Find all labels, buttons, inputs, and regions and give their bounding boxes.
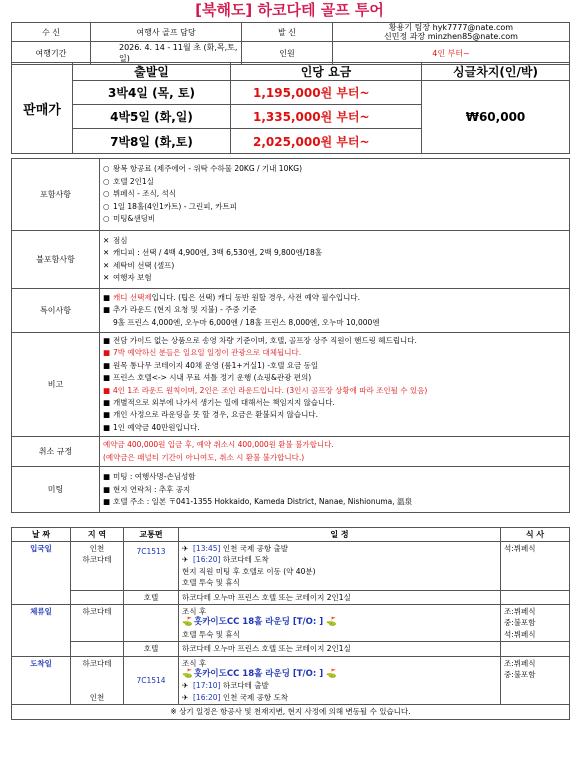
itinerary-table: [11, 527, 570, 720]
day3-date: 도착일: [12, 656, 71, 705]
itinerary-header-transport: 교통편: [124, 528, 179, 542]
x-mark-icon: ✕: [103, 235, 110, 245]
x-mark-icon: ✕: [103, 260, 110, 270]
square-bullet-icon: ■: [103, 410, 111, 420]
day3-meal: 조:뷔페식 중:불포함: [501, 656, 570, 705]
square-bullet-icon: ■: [103, 484, 111, 494]
circle-bullet-icon: ○: [103, 164, 110, 174]
square-bullet-icon: ■: [103, 292, 111, 302]
itinerary-header-meal: 식 사: [501, 528, 570, 542]
special-label: 특이사항: [12, 289, 100, 333]
day1-flight: 7C1513: [124, 542, 179, 591]
itinerary-header-schedule: 일 정: [179, 528, 501, 542]
cancel-line-2: (예약금은 패널티 기간이 아니여도, 취소 시 환불 불가합니다.): [103, 452, 305, 462]
day3-schedule: 조식 후 ⛳홋카이도CC 18홀 라운딩 [T/O: ] ⛳ ✈ [17:10] 하코다테 출발 ✈ [16:20] 인천 국제 공항 도착: [179, 656, 501, 705]
meeting-info: [100, 467, 570, 513]
airplane-icon: ✈: [182, 692, 189, 702]
list-item: ○ 뷔페식 - 조식, 석식: [103, 188, 566, 200]
circle-bullet-icon: ○: [103, 176, 110, 186]
x-mark-icon: ✕: [103, 272, 110, 282]
square-bullet-icon: ■: [103, 305, 111, 315]
list-item: ○ 미팅&샌딩비: [103, 213, 566, 225]
sender-label: 발 신: [242, 23, 333, 42]
list-item: ■ 전담 가이드 없는 상품으로 송영 차량 기준이며, 호텔, 골프장 상주 직원이 핸드링 헤드립니다.: [103, 335, 566, 347]
list-item: ✕ 세탁비 선택 (셀프): [103, 260, 566, 272]
list-item: ■ 추가 라운드 (현지 요청 및 지불) - 주중 기준: [103, 304, 566, 316]
pricing-single-charge: ₩60,000: [422, 81, 570, 154]
notes-label: 비고: [12, 333, 100, 437]
sender-line-2: 신민정 과장 minzhen85@nate.com: [384, 32, 518, 41]
list-item: ✕ 캐디피 : 선택 / 4백 4,900엔, 3백 6,530엔, 2백 9,800엔/18홀: [103, 247, 566, 259]
table-row: [12, 656, 570, 705]
day2-date: 체류일: [12, 605, 71, 657]
circle-bullet-icon: ○: [103, 214, 110, 224]
list-item: ✕ 점심: [103, 235, 566, 247]
golf-icon: ⛳: [326, 669, 337, 680]
list-item: ■ 4인 1조 라운드 원칙이며, 2인은 조인 라운드입니다. (3인시 골프장 상황에 따라 조인될 수 있음): [103, 385, 566, 397]
list-item: ■ 현지 연락처 : 추후 공지: [103, 484, 566, 496]
list-item: ○ 왕복 항공료 (제주에어 - 위탁 수하물 20KG / 기내 10KG): [103, 163, 566, 175]
square-bullet-icon: ■: [103, 472, 111, 482]
square-bullet-icon: ■: [103, 422, 111, 432]
list-item: ■ 1인 예약금 40만원입니다.: [103, 422, 566, 434]
itinerary-footnote: ※ 상기 일정은 항공사 및 천재지변, 현지 사정에 의해 변동될 수 있습니다.: [12, 705, 570, 719]
day1-schedule: ✈ [13:45] 인천 국제 공항 출발 ✈ [16:20] 하코다테 도착 현지 직원 미팅 후 호텔로 이동 (약 40분) 호텔 투숙 및 휴식: [179, 542, 501, 591]
list-item: ✕ 여행자 보험: [103, 272, 566, 284]
people-value: 4인 부터~: [333, 42, 570, 65]
itinerary-header-date: 날 짜: [12, 528, 71, 542]
day1-meal: 석:뷔페식: [501, 542, 570, 591]
pricing-departure-1: 3박4일 (목, 토): [73, 81, 231, 105]
list-item: ○ 1일 18홀(4인1카트) - 그린피, 카트피: [103, 201, 566, 213]
recipient-label: 수 신: [12, 23, 91, 42]
day2-hotel-value: 하코다테 오누마 프린스 호텔 또는 코테이지 2인1실: [179, 642, 501, 656]
airplane-icon: ✈: [182, 681, 189, 691]
pricing-table: [11, 62, 570, 154]
table-row: [12, 542, 570, 591]
list-item: ○ 호텔 2인1실: [103, 176, 566, 188]
golf-icon: ⛳: [326, 617, 337, 628]
airplane-icon: ✈: [182, 555, 189, 565]
circle-bullet-icon: ○: [103, 189, 110, 199]
pricing-price-1: 1,195,000원 부터~: [231, 81, 422, 105]
day3-region: 하코다테 인천: [71, 656, 124, 705]
pricing-label: 판매가: [12, 63, 73, 154]
pricing-header-price: 인당 요금: [231, 63, 422, 81]
details-table: [11, 158, 570, 513]
period-value: 2026. 4. 14 - 11월 초 (화,목,토,일): [91, 42, 242, 65]
list-item: ■ 개인 사정으로 라운딩을 못 할 경우, 요금은 환불되지 않습니다.: [103, 409, 566, 421]
day1-hotel-label: 호텔: [124, 590, 179, 604]
meeting-label: 미팅: [12, 467, 100, 513]
table-row: [12, 642, 570, 656]
pricing-price-2: 1,335,000원 부터~: [231, 105, 422, 129]
pricing-price-3: 2,025,000원 부터~: [231, 129, 422, 154]
square-bullet-icon: ■: [103, 373, 111, 383]
header-table: [11, 22, 570, 65]
cancel-policy: [100, 437, 570, 467]
list-item: ■ 미팅 : 여행사명-손님성함: [103, 471, 566, 483]
list-item: ■ 7박 예약하신 분들은 일요일 일정이 관광으로 대체됩니다.: [103, 347, 566, 359]
day3-flight: 7C1514: [124, 656, 179, 705]
day1-date: 입국일: [12, 542, 71, 605]
day1-region: 인천 하코다테: [71, 542, 124, 591]
period-label: 여행기간: [12, 42, 91, 65]
pricing-header-single: 싱글차지(인/박): [422, 63, 570, 81]
list-item: ■ 개별적으로 외부에 나가서 생기는 일에 대해서는 책임지지 않습니다.: [103, 397, 566, 409]
page-title: [북해도] 하코다테 골프 투어: [195, 1, 384, 19]
square-bullet-icon: ■: [103, 398, 111, 408]
square-bullet-icon: ■: [103, 496, 111, 506]
pricing-header-departure: 출발일: [73, 63, 231, 81]
sender-value: [333, 23, 570, 42]
excluded-label: 불포함사항: [12, 231, 100, 289]
golf-icon: ⛳: [182, 669, 193, 680]
list-item: 9홀 프린스 4,000엔, 오누마 6,000엔 / 18홀 프린스 8,000엔, 오누마 10,000엔: [113, 317, 380, 327]
airplane-icon: ✈: [182, 544, 189, 553]
pricing-departure-2: 4박5일 (화,일): [73, 105, 231, 129]
list-item: ■ 호텔 주소 : 일본 〒041-1355 Hokkaido, Kameda District, Nanae, Nishionuma, 温泉: [103, 496, 566, 508]
recipient-value: 여행사 골프 담당: [91, 23, 242, 42]
square-bullet-icon: ■: [103, 348, 111, 358]
cancel-label: 취소 규정: [12, 437, 100, 467]
circle-bullet-icon: ○: [103, 201, 110, 211]
day2-schedule: 조식 후 ⛳홋카이도CC 18홀 라운딩 [T/O: ] ⛳ 호텔 투숙 및 휴식: [179, 605, 501, 642]
sender-line-1: 황용기 팀장 hyk7777@nate.com: [388, 23, 514, 32]
cancel-line-1: 예약금 400,000원 입금 후, 예약 취소시 400,000원 환불 불가합니다.: [103, 440, 334, 450]
included-label: 포함사항: [12, 159, 100, 231]
list-item: ■ 원목 통나무 코테이지 40채 운영 (룸1+거실1) -호텔 요금 동일: [103, 360, 566, 372]
special-notes: [100, 289, 570, 333]
itinerary-header-region: 지 역: [71, 528, 124, 542]
included-list: [100, 159, 570, 231]
x-mark-icon: ✕: [103, 248, 110, 258]
day2-hotel-label: 호텔: [124, 642, 179, 656]
list-item: ■ 캐디 선택제입니다. (팁은 선택) 캐디 동반 원할 경우, 사전 예약 필수입니다.: [103, 292, 566, 304]
day2-meal: 조:뷔페식 중:불포함 석:뷔페식: [501, 605, 570, 642]
people-label: 인원: [242, 42, 333, 65]
golf-icon: ⛳: [182, 617, 193, 628]
square-bullet-icon: ■: [103, 385, 111, 395]
day1-hotel-value: 하코다테 오누마 프린스 호텔 또는 코테이지 2인1실: [179, 590, 501, 604]
list-item: ■ 프린스 호텔<-> 시내 무료 셔틀 정기 운행 (쇼핑&관광 편의): [103, 372, 566, 384]
excluded-list: [100, 231, 570, 289]
square-bullet-icon: ■: [103, 360, 111, 370]
table-row: [12, 605, 570, 642]
square-bullet-icon: ■: [103, 336, 111, 345]
day2-region: 하코다테: [71, 605, 124, 642]
notes-list: [100, 333, 570, 437]
table-row: [12, 590, 570, 604]
pricing-departure-3: 7박8일 (화,토): [73, 129, 231, 154]
